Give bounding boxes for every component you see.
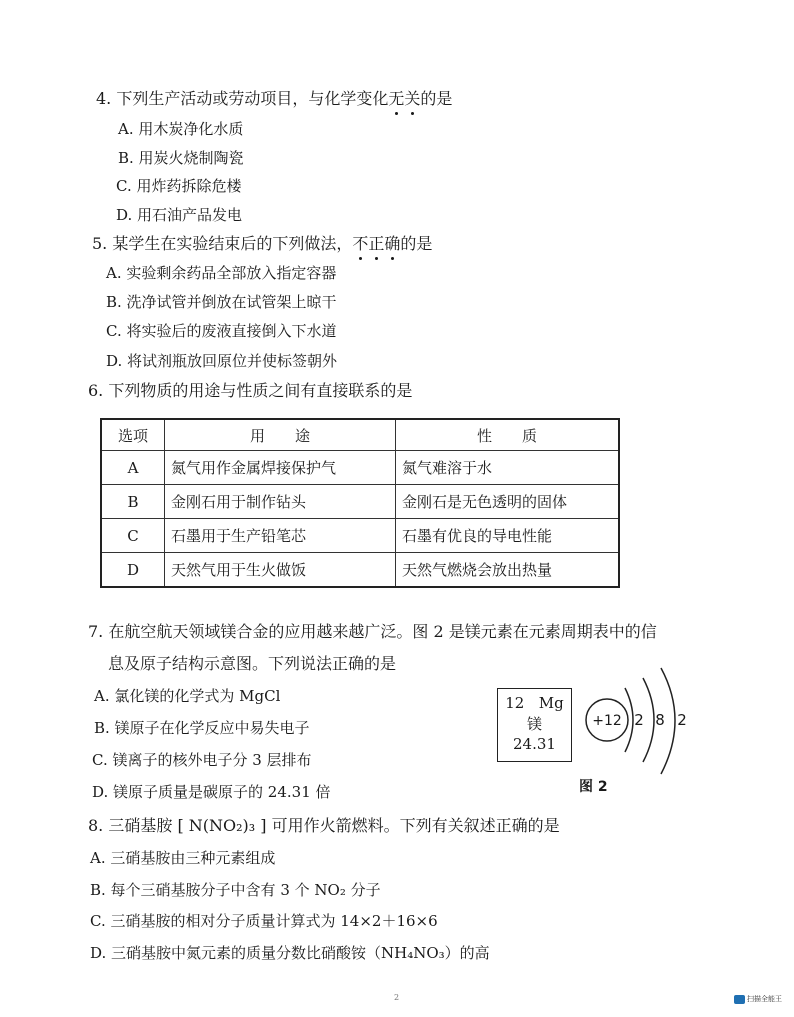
question-8-stem: 8. 三硝基胺 [ N(NO₂)₃ ] 可用作火箭燃料。下列有关叙述正确的是 <box>88 816 560 835</box>
table-cell-option: D <box>101 553 165 588</box>
q4-option-d: D. 用石油产品发电 <box>116 206 243 224</box>
scanner-watermark <box>734 994 782 1004</box>
question-4-stem-end: 的是 <box>420 89 453 108</box>
page-number: 2 <box>394 993 400 1002</box>
table-cell-property: 金刚石是无色透明的固体 <box>396 485 620 519</box>
question-5-stem-end: 的是 <box>400 234 433 253</box>
emphasis-char: 关 <box>404 89 421 108</box>
question-7-stem-line1: 7. 在航空航天领域镁合金的应用越来越广泛。图 2 是镁元素在元素周期表中的信 <box>88 622 657 641</box>
table-cell-property: 天然气燃烧会放出热量 <box>396 553 620 588</box>
table-header-property: 性 质 <box>396 419 620 451</box>
emphasis-char: 无 <box>388 89 405 108</box>
electron-shell-arc <box>625 688 633 752</box>
shell-electron-count: 2 <box>634 711 644 729</box>
q5-option-c: C. 将实验后的废液直接倒入下水道 <box>106 322 337 340</box>
table-cell-use: 天然气用于生火做饭 <box>165 553 396 588</box>
q4-option-c: C. 用炸药拆除危楼 <box>116 177 242 195</box>
question-4-stem-text: 4. 下列生产活动或劳动项目，与化学变化 <box>96 89 389 108</box>
q8-option-d: D. 三硝基胺中氮元素的质量分数比硝酸铵（NH₄NO₃）的高 <box>90 944 490 962</box>
shell-electron-count: 8 <box>655 711 665 729</box>
question-4-stem <box>96 89 452 109</box>
table-header-option: 选项 <box>101 419 165 451</box>
scanner-logo-icon <box>734 995 745 1004</box>
table-cell-option: C <box>101 519 165 553</box>
q5-option-a: A. 实验剩余药品全部放入指定容器 <box>106 264 337 282</box>
table-row <box>101 553 619 588</box>
q5-option-d: D. 将试剂瓶放回原位并使标签朝外 <box>106 352 338 370</box>
table-row <box>101 485 619 519</box>
q7-option-c: C. 镁离子的核外电子分 3 层排布 <box>92 751 312 769</box>
atomic-mass: 24.31 <box>513 735 556 753</box>
watermark-text: 扫描全能王 <box>747 995 782 1003</box>
emphasis-char: 确 <box>384 234 401 253</box>
figure-label: 图 2 <box>579 779 608 795</box>
q8-option-c: C. 三硝基胺的相对分子质量计算式为 14×2＋16×6 <box>90 912 438 930</box>
element-name: 镁 <box>526 715 542 733</box>
table-cell-option: B <box>101 485 165 519</box>
element-symbol: Mg <box>538 694 564 712</box>
question-5-stem <box>92 234 432 254</box>
atomic-structure-diagram <box>583 660 693 780</box>
table-row <box>101 451 619 485</box>
q8-option-a: A. 三硝基胺由三种元素组成 <box>90 849 276 867</box>
q7-option-a: A. 氯化镁的化学式为 MgCl <box>94 687 281 705</box>
question-6-stem: 6. 下列物质的用途与性质之间有直接联系的是 <box>88 381 413 400</box>
question-5-stem-text: 5. 某学生在实验结束后的下列做法， <box>92 234 353 253</box>
table-cell-use: 石墨用于生产铅笔芯 <box>165 519 396 553</box>
shell-electron-count: 2 <box>677 711 687 729</box>
emphasis-char: 不 <box>352 234 369 253</box>
electron-shell-arc <box>643 678 654 762</box>
question-7-stem-line2: 息及原子结构示意图。下列说法正确的是 <box>108 654 397 673</box>
periodic-table-cell <box>497 688 572 762</box>
table-cell-option: A <box>101 451 165 485</box>
emphasis-char: 正 <box>368 234 385 253</box>
table-header-use: 用 途 <box>165 419 396 451</box>
q4-option-a: A. 用木炭净化水质 <box>118 120 244 138</box>
table-cell-use: 氮气用作金属焊接保护气 <box>165 451 396 485</box>
atomic-number: 12 <box>505 694 525 712</box>
table-row <box>101 519 619 553</box>
nucleus-charge: +12 <box>592 713 622 729</box>
table-header-row <box>101 419 619 451</box>
q7-option-b: B. 镁原子在化学反应中易失电子 <box>94 719 310 737</box>
q8-option-b: B. 每个三硝基胺分子中含有 3 个 NO₂ 分子 <box>90 881 381 899</box>
q7-option-d: D. 镁原子质量是碳原子的 24.31 倍 <box>92 783 331 801</box>
table-cell-property: 石墨有优良的导电性能 <box>396 519 620 553</box>
q5-option-b: B. 洗净试管并倒放在试管架上晾干 <box>106 293 337 311</box>
table-cell-use: 金刚石用于制作钻头 <box>165 485 396 519</box>
property-table <box>100 418 620 588</box>
q4-option-b: B. 用炭火烧制陶瓷 <box>118 149 244 167</box>
table-cell-property: 氮气难溶于水 <box>396 451 620 485</box>
